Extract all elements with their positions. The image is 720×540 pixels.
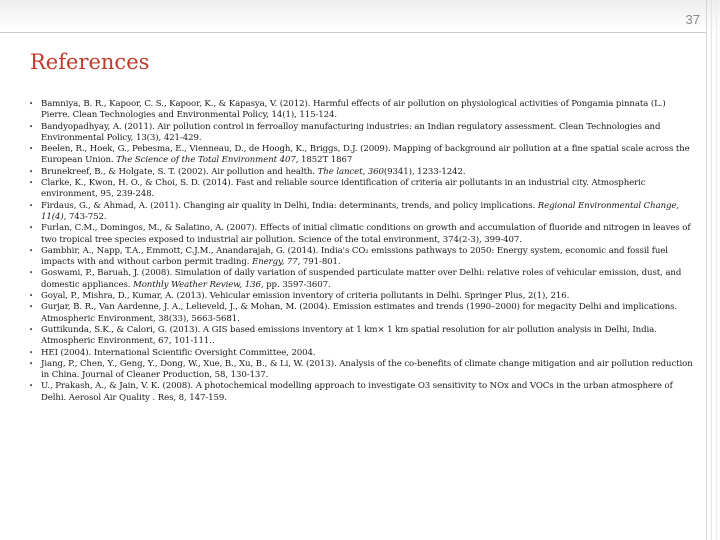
- reference-journal-text: Energy, 77,: [252, 257, 301, 268]
- bullet-icon: •: [29, 348, 34, 357]
- reference-text: Goyal, P., Mishra, D., Kumar, A. (2013). Vehicular emission inventory of criteria pollutants in Delhi. Springer Plus, 2(1), 216.: [41, 291, 570, 302]
- bullet-icon: •: [29, 201, 34, 210]
- reference-item: [29, 178, 695, 201]
- reference-journal-text: The Science of the Total Environment 407,: [116, 155, 299, 166]
- reference-text: , pp. 3597-3607.: [260, 279, 331, 290]
- right-edge-line: [706, 0, 707, 540]
- reference-text: Brunekreef, B., & Holgate, S. T. (2002). Air pollution and health.: [41, 166, 318, 177]
- reference-journal-text: Monthly Weather Review, 136: [133, 279, 261, 290]
- reference-item: [29, 223, 695, 246]
- bullet-icon: •: [29, 246, 34, 255]
- reference-item: [29, 246, 695, 269]
- bullet-icon: •: [29, 269, 34, 278]
- header-divider: [0, 32, 706, 33]
- reference-text: U., Prakash, A., & Jain, V. K. (2008). A photochemical modelling approach to investigate O3 sensitivity to NOx and VOCs in the urban atmosphere of Delhi. Aerosol Air Quality . Res, 8, 147-159.: [41, 381, 673, 403]
- reference-journal-text: The lancet, 360: [317, 166, 384, 177]
- reference-item: [29, 381, 695, 404]
- reference-item: [29, 302, 695, 325]
- reference-text: 791-801.: [300, 257, 341, 268]
- reference-text: Guttikunda, S.K., & Calori, G. (2013). A GIS based emissions inventory at 1 km× 1 km spatial resolution for air pollution analysis in Delhi, India. Atmospheric Environment, 67, 101-111..: [41, 324, 657, 347]
- reference-item: [29, 359, 695, 382]
- bullet-icon: •: [29, 167, 34, 176]
- right-edge-line: [711, 0, 712, 540]
- reference-item: [29, 144, 695, 167]
- right-edge-line: [716, 0, 717, 540]
- reference-text: Gambhir, A., Napp, T.A., Emmott, C.J.M., Anandarajah, G. (2014). India's CO₂ emissions pathways to 2050: Energy system, economic and fossil fuel impacts with and without carbon permit trading.: [41, 245, 668, 268]
- reference-item: [29, 201, 695, 224]
- bullet-icon: •: [29, 359, 34, 368]
- reference-text: HEI (2004). International Scientific Oversight Committee, 2004.: [41, 347, 316, 358]
- reference-text: 743-752.: [66, 211, 107, 222]
- reference-text: 1852T 1867: [298, 155, 353, 166]
- reference-text: Furlan, C.M., Domingos, M., & Salatino, A. (2007). Effects of initial climatic conditions on growth and accumulation of fluoride and nitrogen in leaves of two tropical tree species exposed to industrial air pollution. Science of the total environment, 374(2-3), 399-407.: [41, 223, 691, 245]
- reference-item: [29, 291, 695, 302]
- bullet-icon: •: [29, 303, 34, 312]
- reference-item: [29, 122, 695, 145]
- reference-text: (9341), 1233-1242.: [383, 166, 466, 177]
- reference-item: [29, 167, 695, 178]
- reference-text: Beelen, R., Hoek, G., Pebesma, E., Vienneau, D., de Hoogh, K., Briggs, D.J. (2009). Mapping of background air pollution at a fine spatial scale across the European Union.: [41, 144, 690, 166]
- reference-text: Bamniya, B. R., Kapoor, C. S., Kapoor, K., & Kapasya, V. (2012). Harmful effects of air pollution on physiological activities of Pongamia pinnata (L.) Pierre. Clean Technologies and Environmental Policy, 14(1), 115-124.: [41, 99, 666, 121]
- bullet-icon: •: [29, 224, 34, 233]
- reference-text: Bandyopadhyay, A. (2011). Air pollution control in ferroalloy manufacturing industries: an Indian regulatory assessment. Clean Technologies and Environmental Policy, 13(3), 421-429.: [41, 121, 661, 143]
- reference-text: Goswami, P., Baruah, J. (2008). Simulation of daily variation of suspended particulate matter over Delhi: relative roles of vehicular emission, dust, and domestic appliances.: [41, 268, 682, 290]
- bullet-icon: •: [29, 325, 34, 334]
- bullet-icon: •: [29, 145, 34, 154]
- bullet-icon: •: [29, 122, 34, 131]
- bullet-icon: •: [29, 292, 34, 301]
- reference-text: Gurjar, B. R., Van Aardenne, J. A., Lelieveld, J., & Mohan, M. (2004). Emission estimates and trends (1990–2000) for megacity Delhi and implications. Atmospheric Environment, 38(33), 5663-5681.: [41, 302, 678, 324]
- reference-text: Jiang, P., Chen, Y., Geng, Y., Dong, W., Xue, B., Xu, B., & Li, W. (2013). Analysis of the co-benefits of climate change mitigation and air pollution reduction in China. Journal of Cleaner Production, 58, 130-137.: [41, 358, 693, 381]
- bullet-icon: •: [29, 382, 34, 391]
- bullet-icon: •: [29, 100, 34, 108]
- page-title: References: [30, 50, 150, 74]
- reference-item: [29, 348, 695, 359]
- header-shade: [0, 0, 720, 32]
- reference-list: [29, 99, 695, 404]
- reference-text: Clarke, K., Kwon, H. O., & Choi, S. D. (2014). Fast and reliable source identification of criteria air pollutants in an industrial city. Atmospheric environment, 95, 239-248.: [41, 178, 646, 200]
- reference-item: [29, 99, 695, 122]
- reference-item: [29, 268, 695, 291]
- reference-journal-text: Regional Environmental Change, 11(4),: [41, 200, 680, 222]
- page-number: 37: [685, 12, 700, 27]
- reference-item: [29, 325, 695, 348]
- bullet-icon: •: [29, 179, 34, 188]
- reference-text: Firdaus, G., & Ahmad, A. (2011). Changing air quality in Delhi, India: determinants, trends, and policy implications.: [41, 200, 538, 211]
